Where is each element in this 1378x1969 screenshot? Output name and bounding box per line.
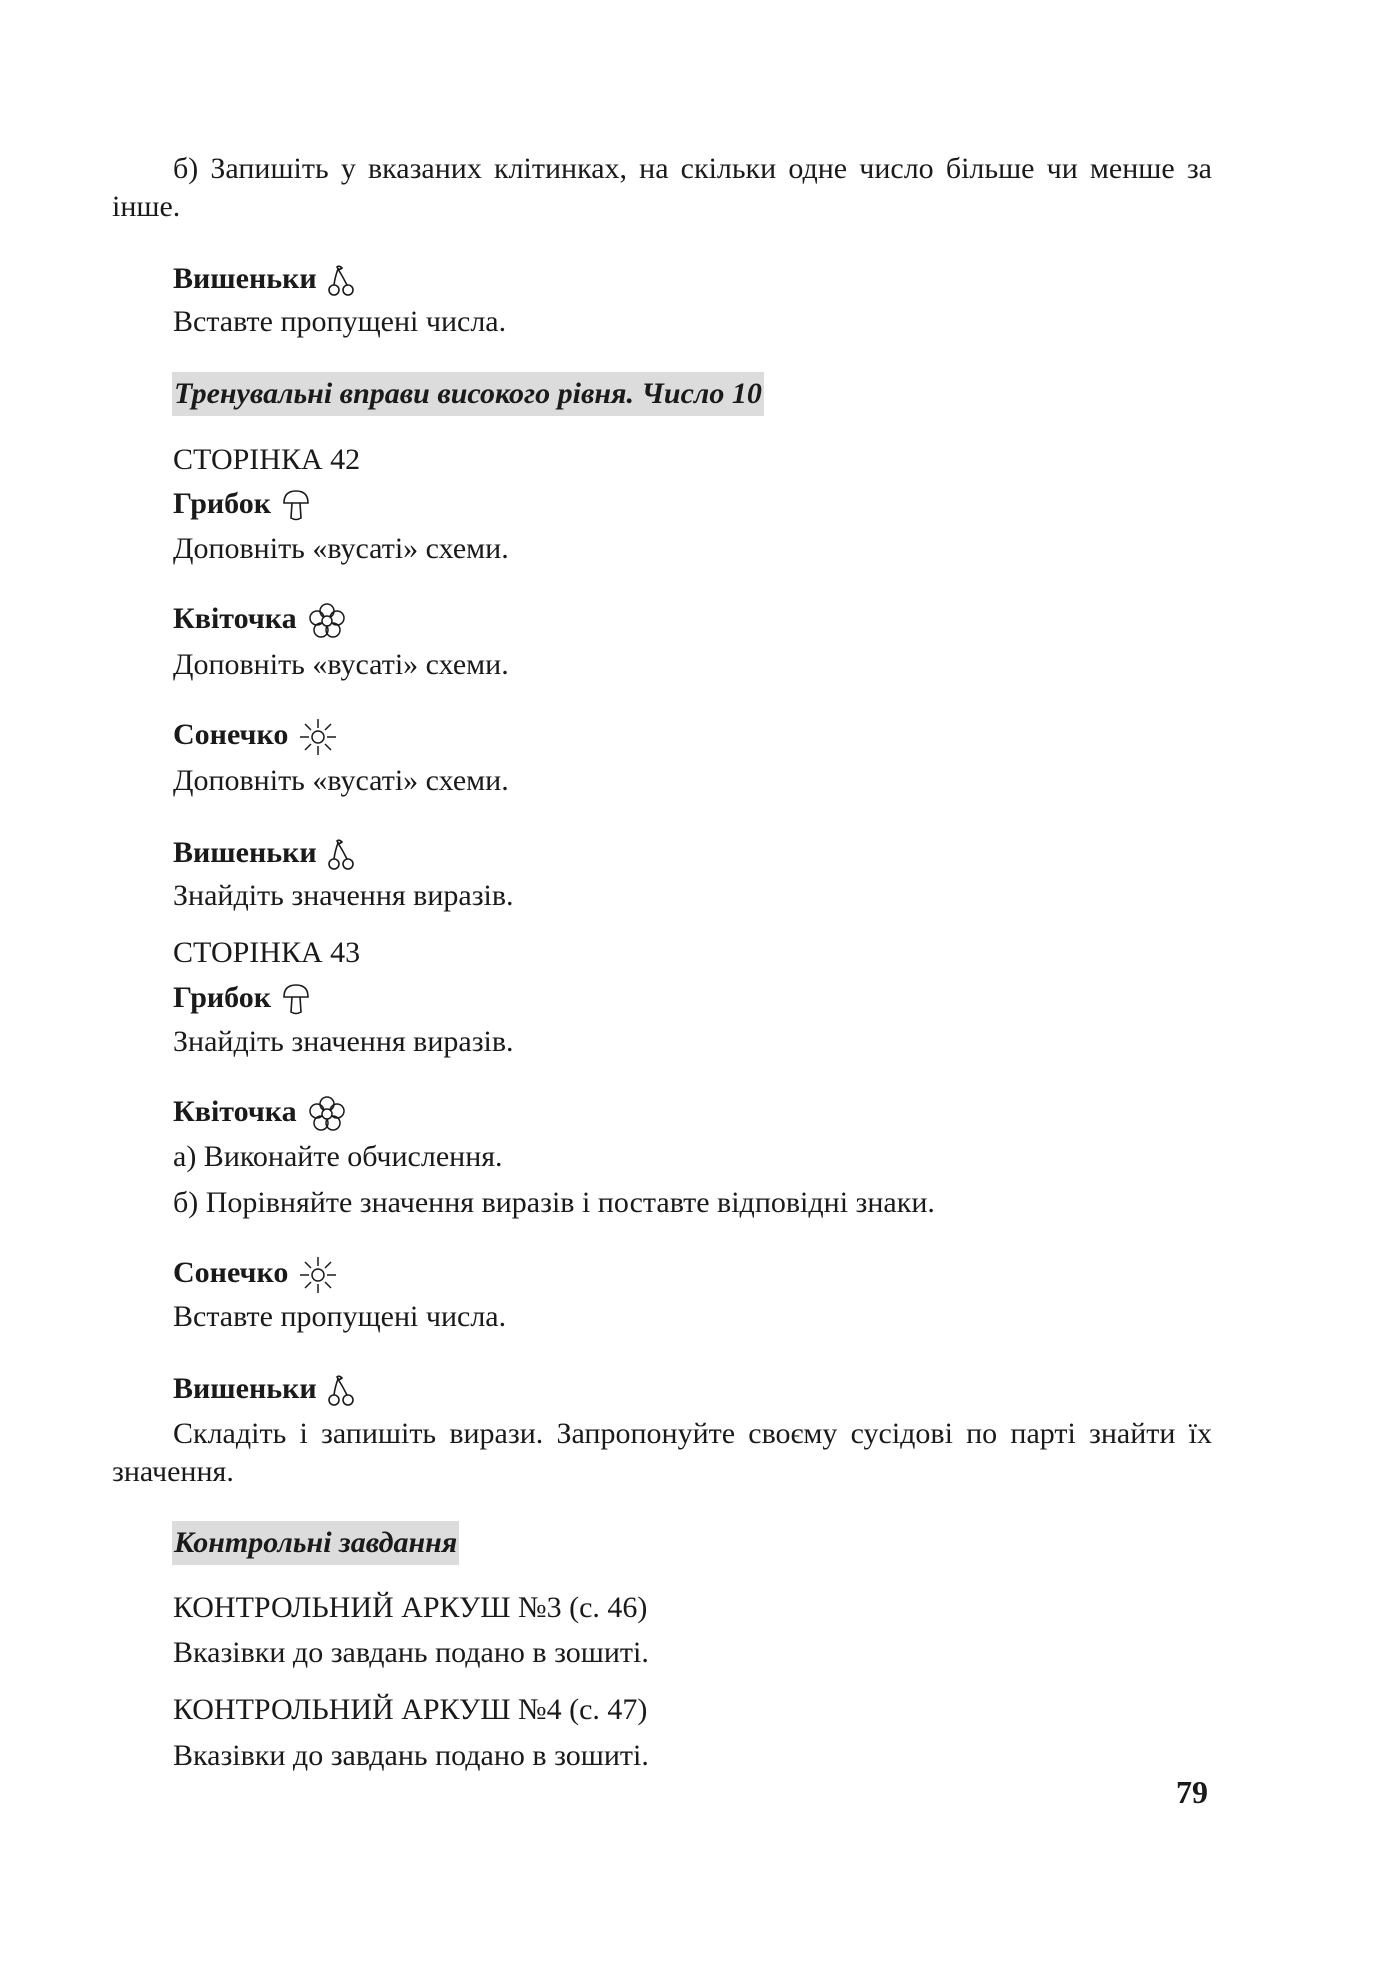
sun-text: Доповніть «вусаті» схеми. bbox=[173, 764, 509, 797]
page-number: 79 bbox=[1176, 1774, 1208, 1810]
cherries-text: Знайдіть значення виразів. bbox=[173, 879, 514, 912]
section-heading-high-level: Тренувальні вправи високого рівня. Число 10 bbox=[172, 372, 764, 416]
page-42-title: СТОРІНКА 42 bbox=[173, 443, 361, 476]
cherries-heading-label: Вишеньки bbox=[173, 1372, 317, 1405]
mushroom-icon bbox=[281, 982, 311, 1018]
flower-text-a: а) Виконайте обчислення. bbox=[173, 1140, 503, 1173]
flower-text-b: б) Порівняйте значення виразів і поставте відповідні знаки. bbox=[173, 1186, 935, 1219]
flower-heading bbox=[173, 1093, 347, 1134]
sun-icon bbox=[298, 1255, 338, 1295]
sun-icon bbox=[298, 717, 338, 757]
cherries-icon bbox=[327, 837, 357, 873]
cherries-heading bbox=[173, 260, 357, 299]
cherries-icon bbox=[327, 263, 357, 299]
sun-text: Вставте пропущені числа. bbox=[173, 1300, 507, 1333]
cherries-heading-label: Вишеньки bbox=[173, 262, 317, 295]
mushroom-icon bbox=[281, 488, 311, 524]
flower-text: Доповніть «вусаті» схеми. bbox=[173, 648, 509, 681]
sun-heading-label: Сонечко bbox=[173, 718, 289, 751]
cherries-heading bbox=[173, 1370, 357, 1409]
cherries-text: Вставте пропущені числа. bbox=[173, 305, 507, 338]
flower-heading-label: Квіточка bbox=[173, 602, 297, 635]
flower-icon bbox=[307, 1094, 347, 1134]
sun-heading-label: Сонечко bbox=[173, 1256, 289, 1289]
cherries-icon bbox=[327, 1373, 357, 1409]
page-43-title: СТОРІНКА 43 bbox=[173, 936, 361, 969]
cherries-paragraph: Складіть і запишіть вирази. Запропонуйте своєму сусідові по парті знайти їх значення. bbox=[112, 1417, 1212, 1488]
mushroom-text: Знайдіть значення виразів. bbox=[173, 1025, 514, 1058]
mushroom-heading bbox=[173, 485, 311, 524]
sun-heading bbox=[173, 716, 338, 757]
intro-paragraph: б) Запишіть у вказаних клітинках, на скільки одне число більше чи менше за інше. bbox=[112, 152, 1212, 223]
control-sheet-4-text: Вказівки до завдань подано в зошиті. bbox=[173, 1739, 649, 1772]
mushroom-text: Доповніть «вусаті» схеми. bbox=[173, 532, 509, 565]
control-sheet-4-title: КОНТРОЛЬНИЙ АРКУШ №4 (с. 47) bbox=[173, 1693, 648, 1726]
control-sheet-3-text: Вказівки до завдань подано в зошиті. bbox=[173, 1636, 649, 1669]
cherries-heading bbox=[173, 834, 357, 873]
cherries-heading-label: Вишеньки bbox=[173, 836, 317, 869]
flower-heading bbox=[173, 600, 347, 641]
mushroom-heading bbox=[173, 979, 311, 1018]
sun-heading bbox=[173, 1254, 338, 1295]
flower-icon bbox=[307, 601, 347, 641]
section-heading-control: Контрольні завдання bbox=[172, 1521, 459, 1565]
mushroom-heading-label: Грибок bbox=[173, 981, 272, 1014]
flower-heading-label: Квіточка bbox=[173, 1095, 297, 1128]
mushroom-heading-label: Грибок bbox=[173, 487, 272, 520]
control-sheet-3-title: КОНТРОЛЬНИЙ АРКУШ №3 (с. 46) bbox=[173, 1591, 648, 1624]
